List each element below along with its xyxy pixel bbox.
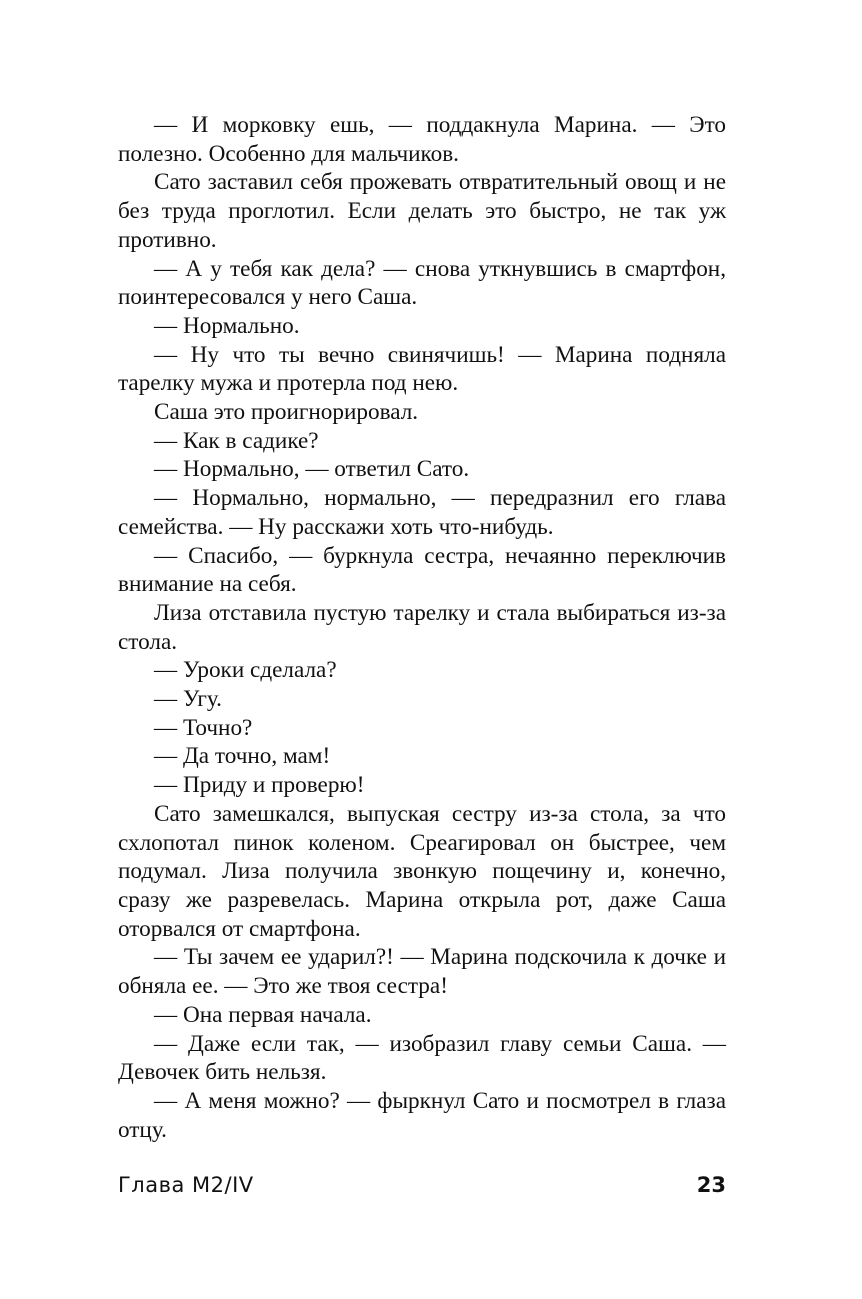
paragraph: — Ты зачем ее ударил?! — Марина подскочила к дочке и обняла ее. — Это же твоя сестра! xyxy=(118,944,726,1000)
page-footer xyxy=(118,1173,726,1203)
paragraph: — Точно? xyxy=(154,714,253,741)
text-block xyxy=(118,111,726,1144)
paragraph: — Нормально, нормально, — передразнил его глава семейства. — Ну расскажи хоть что-нибудь. xyxy=(118,485,726,540)
paragraph: — Приду и проверю! xyxy=(154,772,365,799)
paragraph: — А меня можно? — фыркнул Сато и посмотрел в глаза отцу. xyxy=(118,1087,726,1143)
running-head: Глава M2/IV xyxy=(118,1173,254,1197)
page-number: 23 xyxy=(696,1173,726,1197)
page-body xyxy=(118,111,726,1144)
paragraph: Саша это проигнорировал. xyxy=(154,399,419,426)
paragraph: — Как в садике? xyxy=(154,427,319,454)
paragraph: — Уроки сделала? xyxy=(154,657,337,684)
paragraph: Сато заставил себя прожевать отвратительный овощ и не без труда проглотил. Если делать это быстро, не так уж противно. xyxy=(118,169,726,253)
paragraph: — И морковку ешь, — поддакнула Марина. — Это полезно. Особенно для мальчиков. xyxy=(118,112,726,167)
paragraph: — Угу. xyxy=(154,686,222,713)
paragraph: — Да точно, мам! xyxy=(154,743,331,770)
paragraph: — Она первая начала. xyxy=(154,1001,372,1028)
paragraph: Лиза отставила пустую тарелку и стала выбираться из-за стола. xyxy=(118,599,726,655)
paragraph: — Спасибо, — буркнула сестра, нечаянно переключив внимание на себя. xyxy=(118,542,726,598)
paragraph: — Нормально, — ответил Сато. xyxy=(154,456,470,483)
paragraph: — А у тебя как дела? — снова уткнувшись в смартфон, поинтересовался у него Саша. xyxy=(118,255,726,311)
paragraph: Сато замешкался, выпуская сестру из-за стола, за что схлопотал пинок коленом. Среагировал он быстрее, чем подумал. Лиза получила звонкую пощечину и, конечно, сразу же разревелась. Марина открыла рот, даже Саша оторвался от смартфона. xyxy=(118,800,726,942)
paragraph: — Даже если так, — изобразил главу семьи Саша. — Девочек бить нельзя. xyxy=(118,1030,726,1086)
paragraph: — Ну что ты вечно свинячишь! — Марина подняла тарелку мужа и протерла под нею. xyxy=(118,341,726,397)
paragraph: — Нормально. xyxy=(154,312,300,339)
